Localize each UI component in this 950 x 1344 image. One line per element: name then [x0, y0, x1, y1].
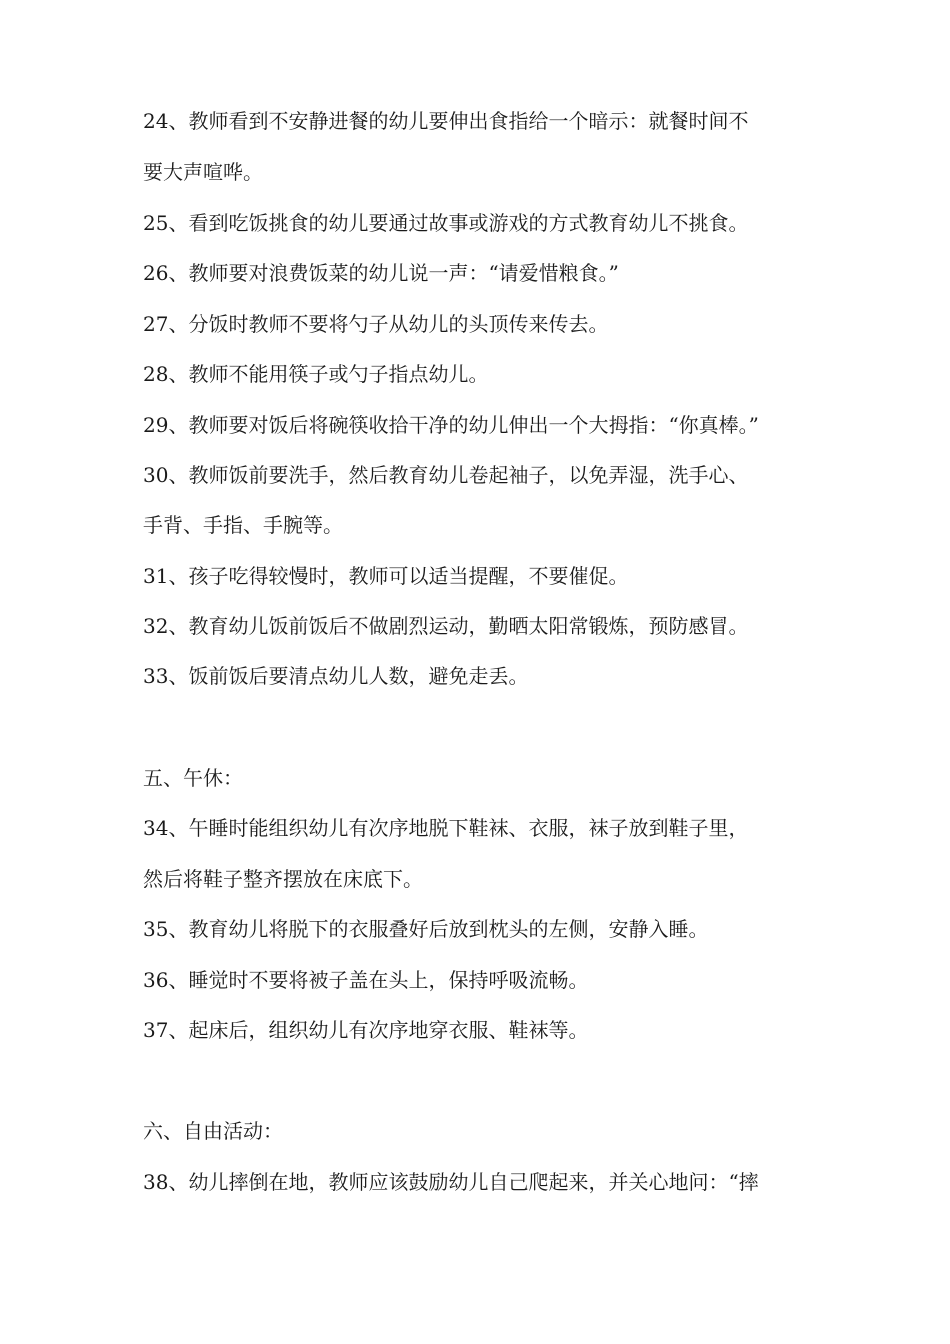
paragraph-line: 30、教师饭前要洗手，然后教育幼儿卷起袖子，以免弄湿，洗手心、 — [143, 463, 749, 487]
paragraph-line: 27、分饭时教师不要将勺子从幼儿的头顶传来传去。 — [143, 312, 609, 336]
paragraph-line: 29、教师要对饭后将碗筷收拾干净的幼儿伸出一个大拇指：“你真棒。” — [143, 413, 759, 437]
section-heading-free-activity: 六、自由活动： — [143, 1119, 283, 1143]
paragraph-line: 31、孩子吃得较慢时，教师可以适当提醒，不要催促。 — [143, 564, 629, 588]
paragraph-line: 36、睡觉时不要将被子盖在头上，保持呼吸流畅。 — [143, 968, 589, 992]
paragraph-line: 要大声喧哗。 — [143, 160, 263, 184]
paragraph-line: 26、教师要对浪费饭菜的幼儿说一声：“请爱惜粮食。” — [143, 261, 619, 285]
paragraph-line: 手背、手指、手腕等。 — [143, 513, 343, 537]
paragraph-line: 37、起床后，组织幼儿有次序地穿衣服、鞋袜等。 — [143, 1018, 589, 1042]
paragraph-line: 28、教师不能用筷子或勺子指点幼儿。 — [143, 362, 489, 386]
paragraph-line: 33、饭前饭后要清点幼儿人数，避免走丢。 — [143, 664, 529, 688]
paragraph-line: 然后将鞋子整齐摆放在床底下。 — [143, 867, 423, 891]
paragraph-line: 34、午睡时能组织幼儿有次序地脱下鞋袜、衣服，袜子放到鞋子里， — [143, 816, 749, 840]
paragraph-line: 24、教师看到不安静进餐的幼儿要伸出食指给一个暗示：就餐时间不 — [143, 109, 749, 133]
section-heading-nap: 五、午休： — [143, 766, 243, 790]
paragraph-line: 25、看到吃饭挑食的幼儿要通过故事或游戏的方式教育幼儿不挑食。 — [143, 211, 749, 235]
paragraph-line: 32、教育幼儿饭前饭后不做剧烈运动，勤晒太阳常锻炼，预防感冒。 — [143, 614, 749, 638]
paragraph-line: 35、教育幼儿将脱下的衣服叠好后放到枕头的左侧，安静入睡。 — [143, 917, 709, 941]
paragraph-line: 38、幼儿摔倒在地，教师应该鼓励幼儿自己爬起来，并关心地问：“摔 — [143, 1170, 759, 1194]
